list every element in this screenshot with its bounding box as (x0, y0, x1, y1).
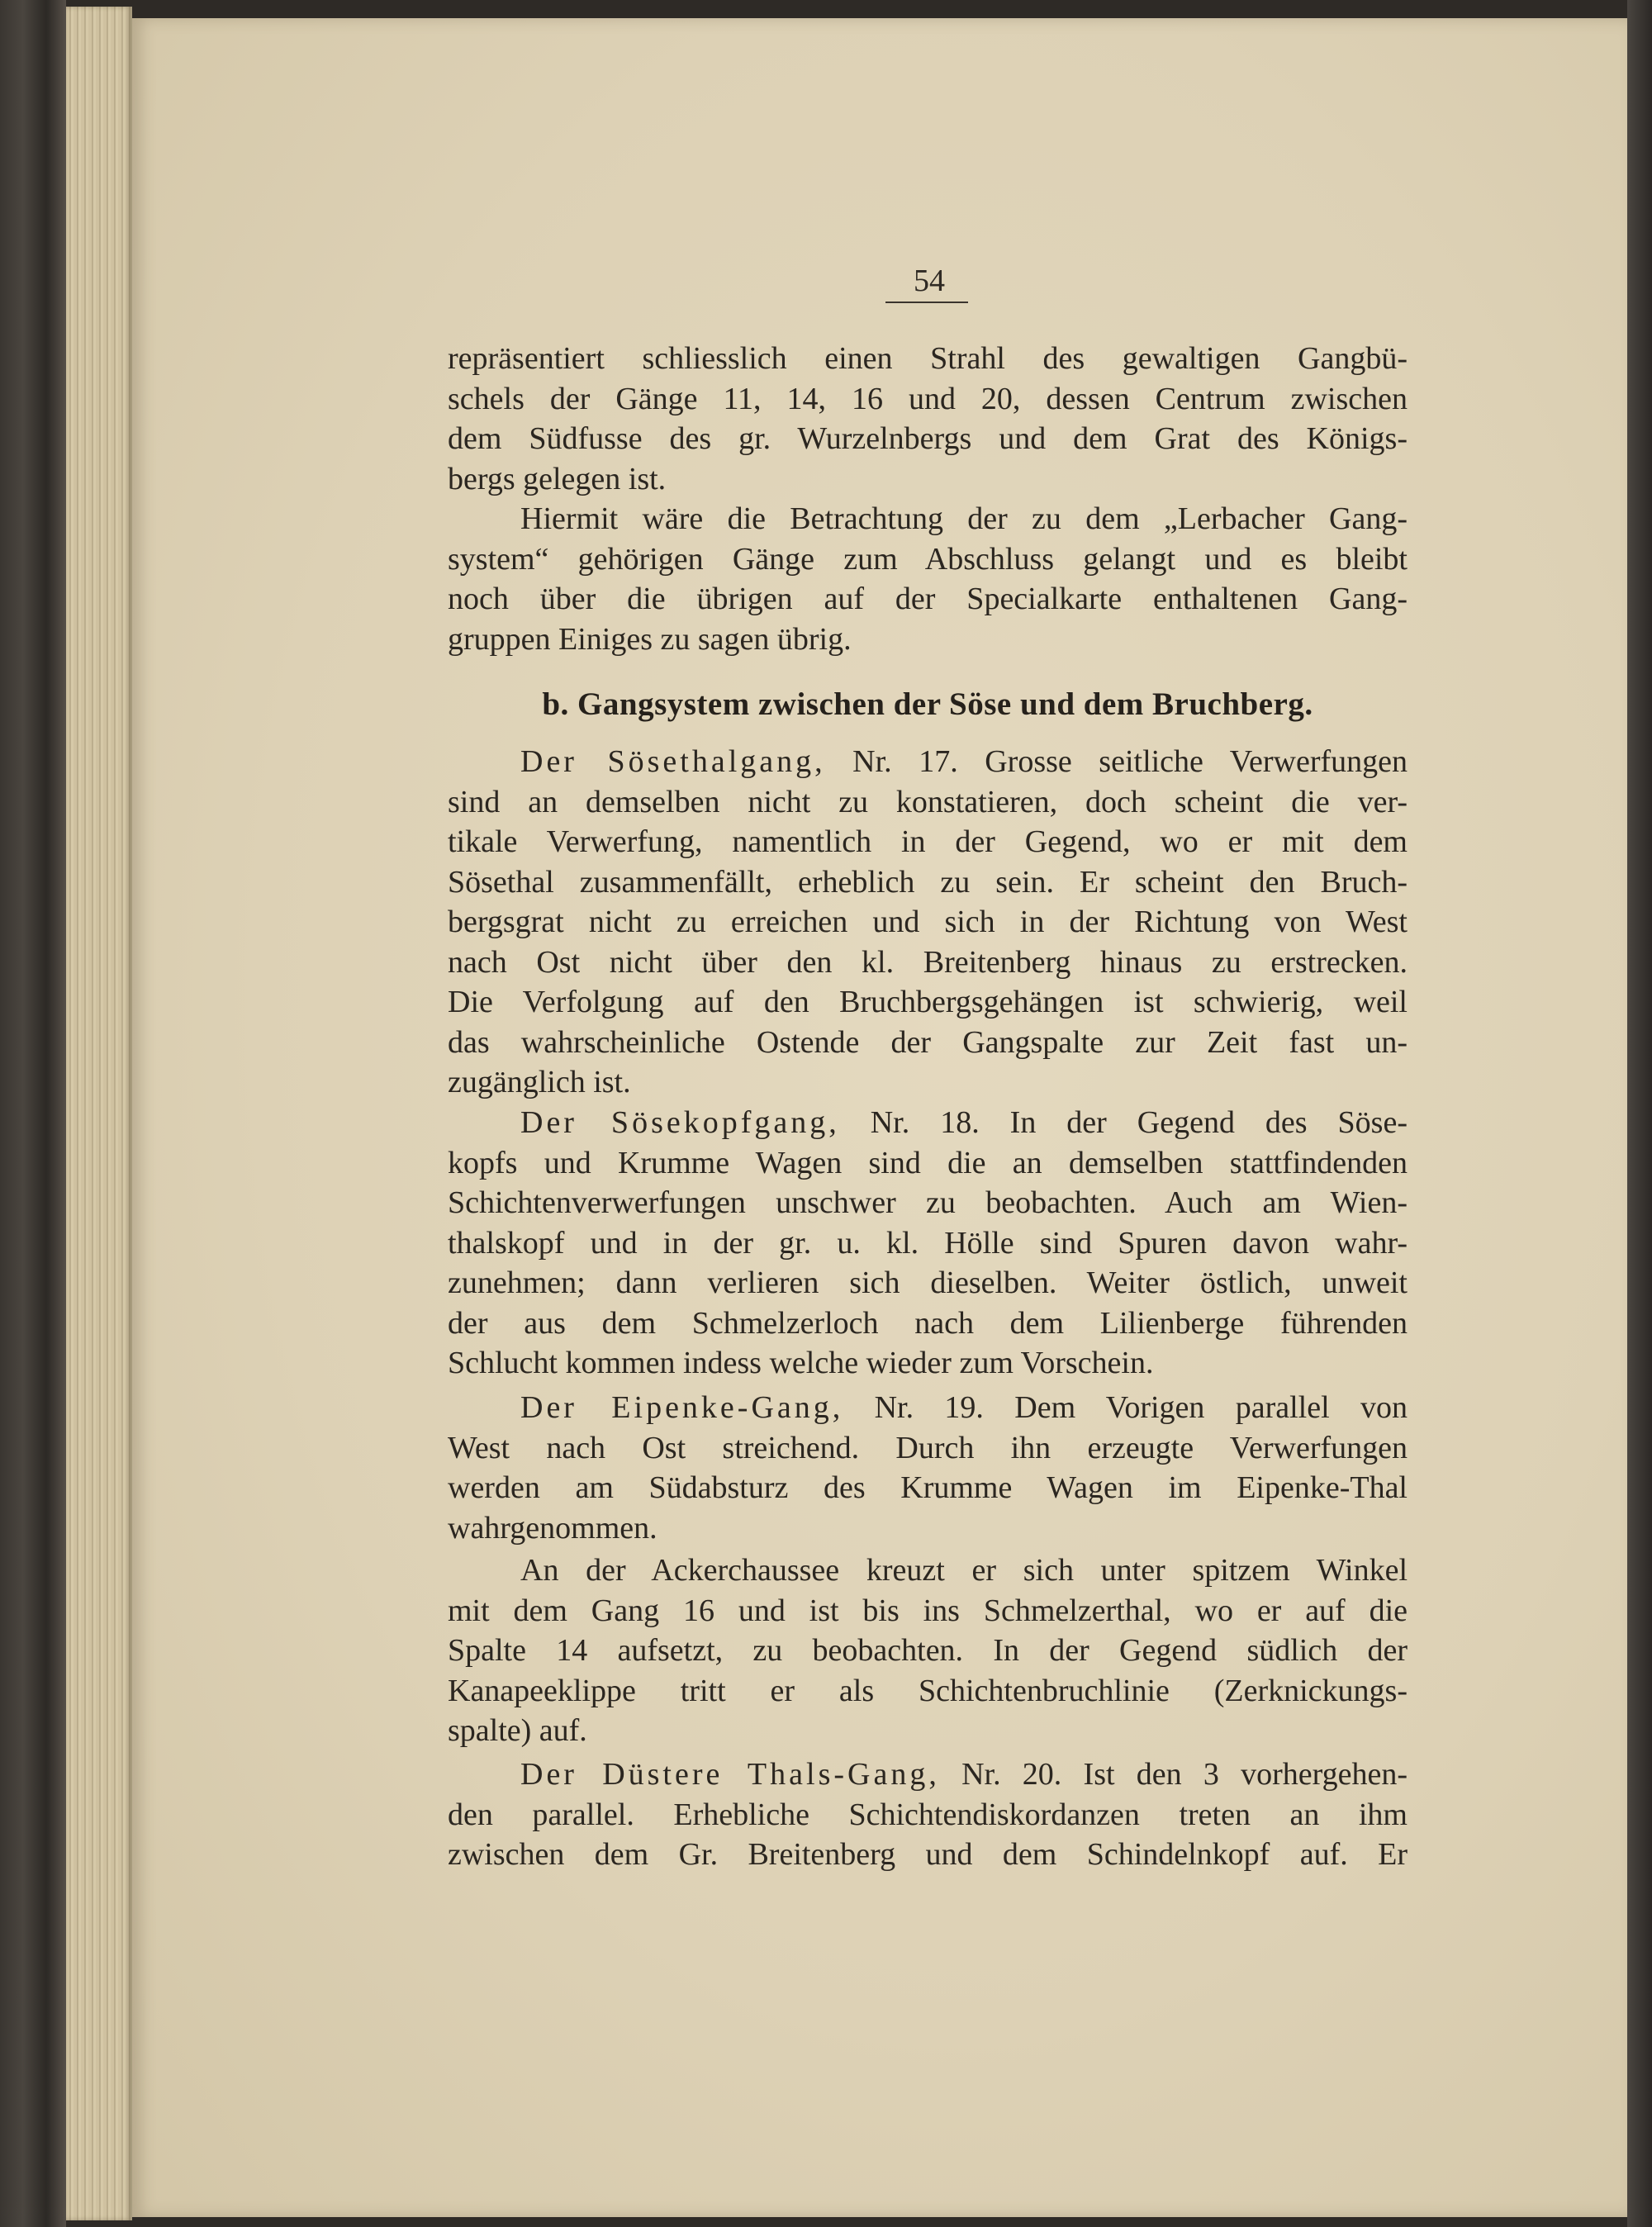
text-line: der aus dem Schmelzerloch nach dem Lilienberge führenden (448, 1305, 1408, 1341)
text-line: bergs gelegen ist. (448, 461, 667, 496)
text-line: Sösethal zusammenfällt, erheblich zu sein. Er scheint den Bruch- (448, 864, 1408, 900)
text-line: kopfs und Krumme Wagen sind die an demselben stattfindenden (448, 1145, 1408, 1180)
text-line: das wahrscheinliche Ostende der Gangspalte zur Zeit fast un- (448, 1024, 1408, 1060)
text-line: spalte) auf. (448, 1713, 587, 1748)
text-line: dem Südfusse des gr. Wurzelnbergs und dem Grat des Königs- (448, 421, 1408, 456)
page-stack-edges (66, 7, 132, 2220)
text-line: Spalte 14 aufsetzt, zu beobachten. In der Gegend südlich der (448, 1633, 1408, 1668)
text-line: system“ gehörigen Gänge zum Abschluss gelangt und es bleibt (448, 541, 1408, 577)
paragraph-ackerchaussee (448, 1550, 1408, 1751)
dike-name: Der Sösethalgang, (520, 744, 826, 779)
page-number-underline (885, 302, 968, 303)
text-line: werden am Südabsturz des Krumme Wagen im Eipenke-Thal (448, 1470, 1408, 1505)
dike-name: Der Sösekopfgang, (520, 1105, 840, 1140)
paragraph-soesekopfgang (448, 1103, 1408, 1384)
text-line: Der Sösekopfgang, Nr. 18. In der Gegend des Söse- (520, 1105, 1408, 1140)
text-line: sind an demselben nicht zu konstatieren, doch scheint die ver- (448, 784, 1408, 819)
text-line: Kanapeeklippe tritt er als Schichtenbruchlinie (Zerknickungs- (448, 1673, 1408, 1708)
paragraph-duestere-thals-gang (448, 1755, 1408, 1875)
text-line: den parallel. Erhebliche Schichtendiskordanzen treten an ihm (448, 1797, 1408, 1832)
section-heading: b. Gangsystem zwischen der Söse und dem Bruchberg. (542, 686, 1313, 722)
text-line: zwischen dem Gr. Breitenberg und dem Schindelnkopf auf. Er (448, 1837, 1408, 1872)
paragraph-eipenke-gang (448, 1388, 1408, 1548)
text-line: noch über die übrigen auf der Specialkarte enthaltenen Gang- (448, 582, 1408, 616)
text-line: mit dem Gang 16 und ist bis ins Schmelzerthal, wo er auf die (448, 1593, 1408, 1628)
scan-background-right (1627, 0, 1652, 2227)
dike-name: Der Eipenke-Gang, (520, 1390, 844, 1425)
text-line: Schlucht kommen indess welche wieder zum Vorschein. (448, 1346, 1154, 1380)
paragraph-soesethalgang (448, 742, 1408, 1103)
text-line: An der Ackerchaussee kreuzt er sich unter spitzem Winkel (520, 1553, 1408, 1588)
text-line: Die Verfolgung auf den Bruchbergsgehängen ist schwierig, weil (448, 985, 1408, 1019)
text-line: thalskopf und in der gr. u. kl. Hölle sind Spuren davon wahr- (448, 1225, 1408, 1261)
text-line: Schichtenverwerfungen unschwer zu beobachten. Auch am Wien- (448, 1185, 1408, 1220)
page-number: 54 (914, 264, 945, 298)
text-line: wahrgenommen. (448, 1510, 657, 1546)
text-line: Hiermit wäre die Betrachtung der zu dem „Lerbacher Gang- (520, 501, 1408, 536)
intro-paragraph (448, 339, 1408, 659)
text-line: bergsgrat nicht zu erreichen und sich in der Richtung von West (448, 905, 1408, 939)
text-line: nach Ost nicht über den kl. Breitenberg hinaus zu erstrecken. (448, 944, 1408, 980)
text-line: tikale Verwerfung, namentlich in der Gegend, wo er mit dem (448, 824, 1408, 859)
text-line: gruppen Einiges zu sagen übrig. (448, 621, 852, 657)
text-line: West nach Ost streichend. Durch ihn erzeugte Verwerfungen (448, 1430, 1408, 1465)
dike-name: Der Düstere Thals-Gang, (520, 1757, 940, 1792)
text-line: schels der Gänge 11, 14, 16 und 20, dessen Centrum zwischen (448, 381, 1408, 416)
book-cover-edge (0, 0, 66, 2227)
text-line: zugänglich ist. (448, 1065, 631, 1099)
text-line: Der Düstere Thals-Gang, Nr. 20. Ist den 3 vorhergehen- (520, 1757, 1408, 1792)
text-line: Der Sösethalgang, Nr. 17. Grosse seitliche Verwerfungen (520, 744, 1408, 779)
text-line: repräsentiert schliesslich einen Strahl des gewaltigen Gangbü- (448, 341, 1408, 376)
text-line: Der Eipenke-Gang, Nr. 19. Dem Vorigen parallel von (520, 1390, 1408, 1425)
text-line: zunehmen; dann verlieren sich dieselben. Weiter östlich, unweit (448, 1265, 1408, 1300)
